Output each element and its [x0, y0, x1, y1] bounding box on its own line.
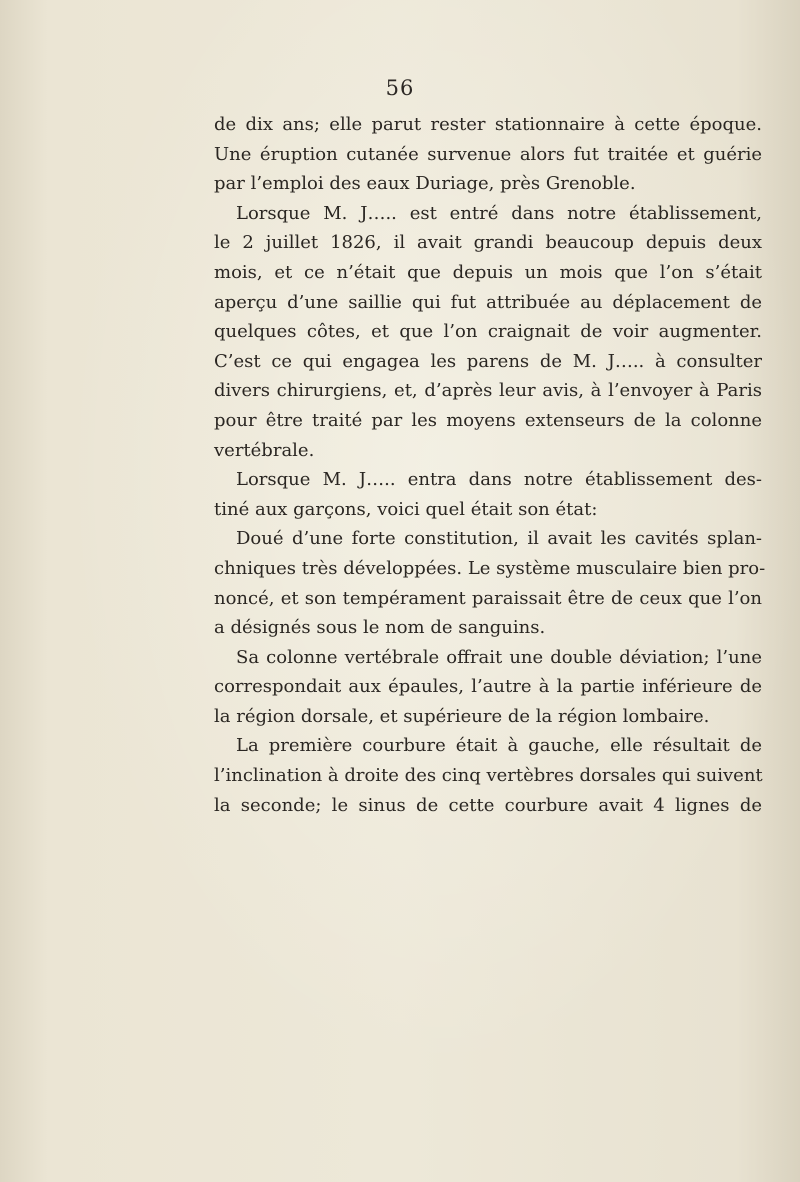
text-line: Doué d’une forte constitution, il avait les cavités splan- — [236, 528, 762, 550]
text-line: chniques très développées. Le système musculaire bien pro- — [214, 557, 766, 579]
text-line: divers chirurgiens, et, d’après leur avis, à l’envoyer à Paris — [214, 380, 762, 402]
text-line: correspondait aux épaules, l’autre à la partie inférieure de — [214, 676, 762, 698]
text-line: l’inclination à droite des cinq vertèbres dorsales qui suivent — [214, 765, 763, 787]
text-line: aperçu d’une saillie qui fut attribuée au déplacement de — [214, 291, 762, 313]
text-line: tiné aux garçons, voici quel était son état: — [214, 498, 598, 520]
body-text — [214, 110, 766, 820]
text-line: C’est ce qui engagea les parens de M. J….. à consulter — [214, 350, 762, 372]
text-line: Lorsque M. J….. est entré dans notre établissement, — [236, 202, 762, 224]
page-number: 56 — [385, 76, 415, 100]
text-line: Sa colonne vertébrale offrait une double déviation; l’une — [236, 646, 762, 668]
text-line: Lorsque M. J….. entra dans notre établissement des- — [236, 469, 762, 491]
text-line: La première courbure était à gauche, elle résultait de — [236, 735, 762, 757]
text-line: pour être traité par les moyens extenseurs de la colonne — [214, 409, 762, 431]
text-line: mois, et ce n’était que depuis un mois que l’on s’était — [214, 261, 762, 283]
text-line: de dix ans; elle parut rester stationnaire à cette époque. — [214, 114, 762, 135]
text-line: vertébrale. — [214, 439, 315, 461]
text-line: Une éruption cutanée survenue alors fut traitée et guérie — [214, 143, 762, 165]
text-line: le 2 juillet 1826, il avait grandi beaucoup depuis deux — [214, 232, 762, 254]
text-line: par l’emploi des eaux Duriage, près Grenoble. — [214, 173, 636, 195]
text-line: noncé, et son tempérament paraissait être de ceux que l’on — [214, 587, 762, 609]
text-line: quelques côtes, et que l’on craignait de voir augmenter. — [214, 321, 762, 343]
text-line: la région dorsale, et supérieure de la région lombaire. — [214, 705, 710, 727]
text-line: a désignés sous le nom de sanguins. — [214, 617, 546, 639]
text-line: la seconde; le sinus de cette courbure avait 4 lignes de — [214, 794, 762, 816]
